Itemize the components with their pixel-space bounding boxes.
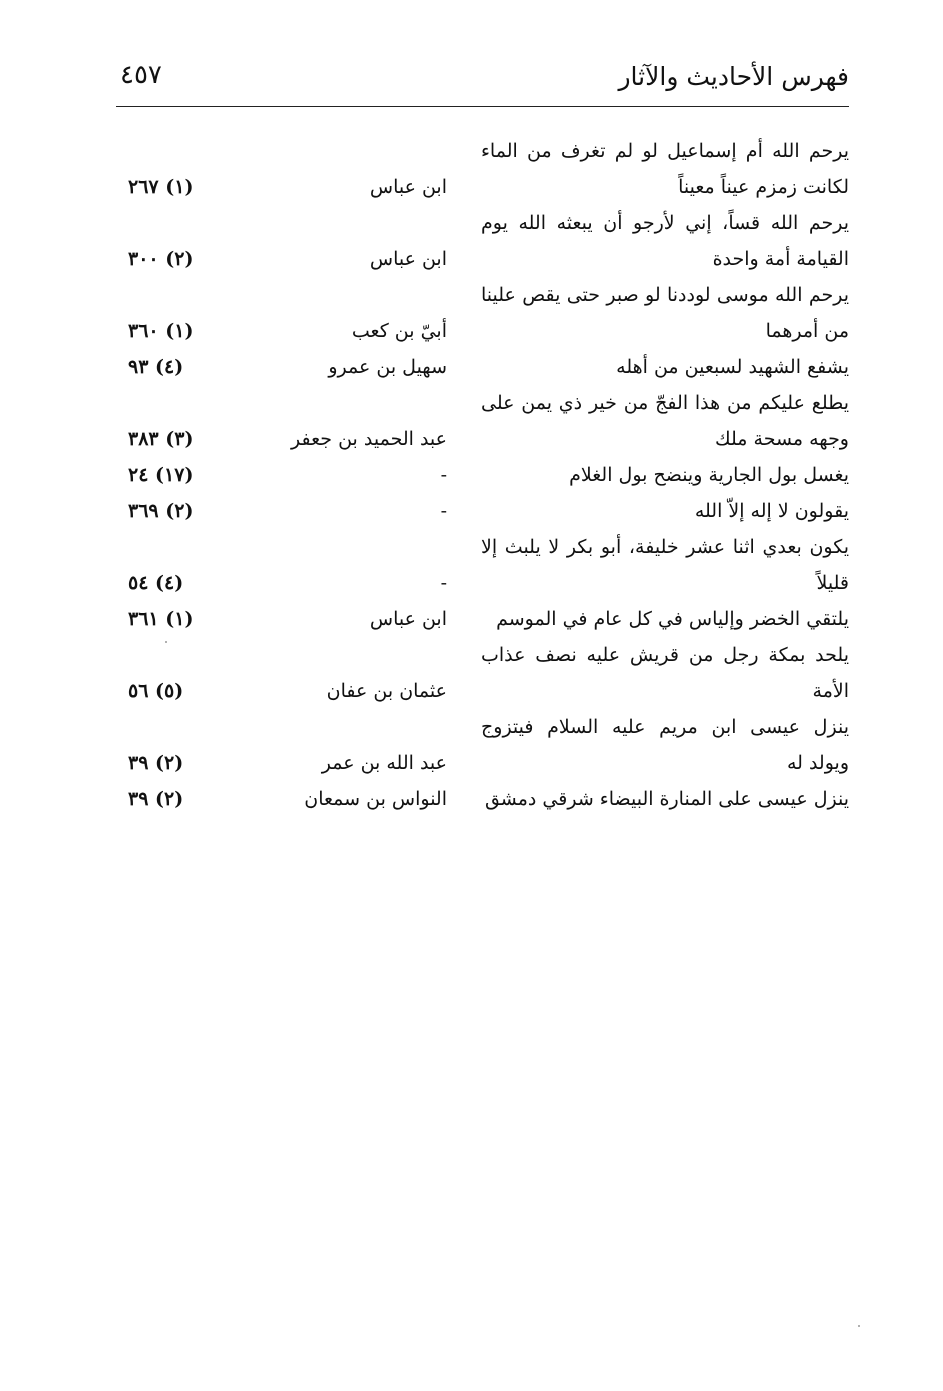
hadith-text: يكون بعدي اثنا عشر خليفة، أبو بكر لا يلبث إلا قليلاً: [481, 536, 849, 594]
index-entry: [116, 133, 849, 205]
narrator: عثمان بن عفان: [326, 680, 447, 702]
narrator: أبيّ بن كعب: [351, 320, 447, 342]
hadith-text: يلحد بمكة رجل من قريش عليه نصف عذاب الأمة: [481, 644, 849, 702]
hadith-text: يرحم الله أم إسماعيل لو لم تغرف من الماء لكانت زمزم عيناً معيناً: [481, 140, 849, 198]
index-entry: [116, 781, 849, 817]
index-entry: [116, 277, 849, 349]
page-reference: (١) ٣٦١: [128, 608, 194, 630]
page-reference: (١) ٢٦٧: [128, 176, 194, 198]
page-header: [116, 58, 849, 100]
hadith-text: ينزل عيسى على المنارة البيضاء شرقي دمشق: [484, 788, 849, 810]
narrator: -: [440, 500, 447, 522]
narrator: ابن عباس: [369, 176, 447, 198]
page-reference: (٢) ٣٦٩: [128, 500, 194, 522]
index-entry: [116, 205, 849, 277]
index-entry: [116, 601, 849, 637]
narrator: النواس بن سمعان: [304, 788, 447, 810]
header-rule: [116, 106, 849, 107]
index-entry: [116, 349, 849, 385]
hadith-text: يغسل بول الجارية وينضح بول الغلام: [569, 464, 849, 486]
hadith-text: يرحم الله قساً، إني لأرجو أن يبعثه الله يوم القيامة أمة واحدة: [481, 212, 849, 270]
index-entry: [116, 457, 849, 493]
narrator: -: [440, 572, 447, 594]
narrator: سهيل بن عمرو: [328, 356, 447, 378]
running-title: فهرس الأحاديث والآثار: [618, 62, 849, 91]
hadith-text: يرحم الله موسى لوددنا لو صبر حتى يقص علينا من أمرهما: [481, 284, 849, 342]
page-reference: (٢) ٣٠٠: [128, 248, 194, 270]
hadith-text: يشفع الشهيد لسبعين من أهله: [616, 356, 849, 378]
narrator: ابن عباس: [369, 608, 447, 630]
narrator: -: [440, 464, 447, 486]
page-reference: (١) ٣٦٠: [128, 320, 194, 342]
page-reference: (١٧) ٢٤: [128, 464, 194, 486]
narrator: ابن عباس: [369, 248, 447, 270]
narrator: عبد الله بن عمر: [321, 752, 447, 774]
page-reference: (٢) ٣٩: [128, 752, 184, 774]
page-reference: (٤) ٥٤: [128, 572, 184, 594]
hadith-index-list: [116, 133, 849, 817]
index-entry: [116, 493, 849, 529]
hadith-text: يقولون لا إله إلاّ الله: [694, 500, 849, 522]
hadith-text: يلتقي الخضر وإلياس في كل عام في الموسم: [496, 608, 849, 630]
page-reference: (٣) ٣٨٣: [128, 428, 194, 450]
index-entry: [116, 529, 849, 601]
hadith-text: يطلع عليكم من هذا الفجّ من خير ذي يمن على وجهه مسحة ملك: [481, 392, 849, 450]
index-entry: [116, 385, 849, 457]
scan-speck: [858, 1325, 860, 1327]
page-reference: (٥) ٥٦: [128, 680, 184, 702]
index-entry: [116, 709, 849, 781]
scan-speck: [165, 641, 167, 643]
hadith-text: ينزل عيسى ابن مريم عليه السلام فيتزوج ويولد له: [481, 716, 849, 774]
index-entry: [116, 637, 849, 709]
page-reference: (٤) ٩٣: [128, 356, 184, 378]
page-number: ٤٥٧: [120, 60, 162, 90]
narrator: عبد الحميد بن جعفر: [291, 428, 447, 450]
page-reference: (٢) ٣٩: [128, 788, 184, 810]
